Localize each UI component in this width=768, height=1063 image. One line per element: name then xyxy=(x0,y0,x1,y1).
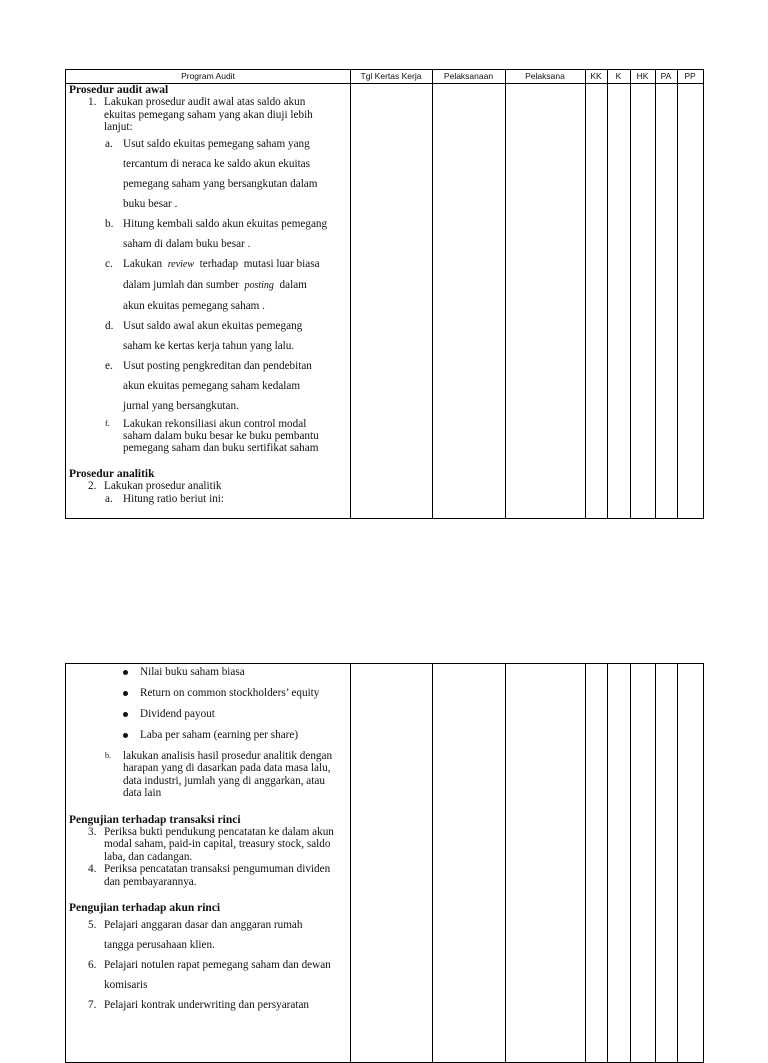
section-title: Pengujian terhadap akun rinci xyxy=(69,902,221,915)
column-divider xyxy=(350,70,351,518)
bullet-icon xyxy=(123,733,128,738)
header-pelaksanaan: Pelaksanaan xyxy=(443,71,494,81)
header-kk: KK xyxy=(590,71,602,81)
sub-item-e: e. Usut posting pengkreditan dan pendebitan akun ekuitas pemegang saham kedalam jurnal yang bersangkutan. xyxy=(105,359,312,412)
bullet-item: Return on common stockholders’ equity xyxy=(66,683,350,704)
program-audit-content-2 xyxy=(66,662,350,1015)
column-divider xyxy=(630,664,631,1062)
header-hk: HK xyxy=(636,71,649,81)
column-divider xyxy=(607,70,608,518)
audit-program-table-1 xyxy=(65,69,704,519)
bullet-icon xyxy=(123,712,128,717)
sub-item-c: c. Lakukan review terhadap mutasi luar biasa dalam jumlah dan sumber posting dalam akun ekuitas pemegang saham . xyxy=(66,254,350,316)
bullet-item: Laba per saham (earning per share) xyxy=(66,725,350,746)
header-k: K xyxy=(615,71,622,81)
sub-item-b: b. Hitung kembali saldo akun ekuitas pemegang saham di dalam buku besar . xyxy=(105,217,328,250)
audit-program-table-2 xyxy=(65,663,704,1063)
bullet-item: Nilai buku saham biasa xyxy=(66,662,350,683)
sub-item-f: f. Lakukan rekonsiliasi akun control modal saham dalam buku besar ke buku pembantu pemegang saham dan buku sertifikat saham xyxy=(105,417,319,455)
sub-item-a: a. Usut saldo ekuitas pemegang saham yang tercantum di neraca ke saldo akun ekuitas pemegang saham yang bersangkutan dalam buku besar . xyxy=(105,137,318,210)
list-item: 1. Lakukan prosedur audit awal atas saldo akun ekuitas pemegang saham yang akan diuji lebih lanjut: xyxy=(88,96,313,134)
section-title: Prosedur audit awal xyxy=(69,84,169,96)
column-divider xyxy=(630,70,631,518)
bullet-icon xyxy=(123,670,128,675)
column-divider xyxy=(585,70,586,518)
column-divider xyxy=(432,70,433,518)
column-divider xyxy=(607,664,608,1062)
sub-item-d: d. Usut saldo awal akun ekuitas pemegang saham ke kertas kerja tahun yang lalu. xyxy=(105,319,303,352)
column-divider xyxy=(655,664,656,1062)
list-item: 7. Pelajari kontrak underwriting dan persyaratan xyxy=(88,999,310,1012)
column-divider xyxy=(505,664,506,1062)
italic-line: dalam jumlah dan sumber posting dalam xyxy=(123,278,307,291)
section-title: Pengujian terhadap transaksi rinci xyxy=(69,813,241,826)
list-item: 2. Lakukan prosedur analitik xyxy=(88,480,222,493)
list-item: 5. Pelajari anggaran dasar dan anggaran rumah tangga perusahaan klien. xyxy=(88,919,303,952)
section-title: Prosedur analitik xyxy=(69,467,155,480)
header-pa: PA xyxy=(660,71,672,81)
bullet-icon xyxy=(123,691,128,696)
list-item: 4. Periksa pencatatan transaksi pengumuman dividen dan pembayarannya. xyxy=(88,863,331,888)
sub-item-a: a. Hitung ratio beriut ini: xyxy=(105,492,224,505)
column-divider xyxy=(677,70,678,518)
column-divider xyxy=(655,70,656,518)
sub-item-b: b. lakukan analisis hasil prosedur analitik dengan harapan yang di dasarkan pada data masa lalu, data industri, jumlah yang di anggarkan, atau data lain xyxy=(105,750,333,800)
list-item: 3. Periksa bukti pendukung pencatatan ke dalam akun modal saham, paid-in capital, treasury stock, saldo laba, dan cadangan. xyxy=(88,826,334,863)
column-divider xyxy=(432,664,433,1062)
header-pelaksana: Pelaksana xyxy=(525,71,565,81)
italic-line: Lakukan review terhadap mutasi luar biasa xyxy=(123,257,320,270)
header-pp: PP xyxy=(684,71,696,81)
column-divider xyxy=(505,70,506,518)
header-program-audit: Program Audit xyxy=(181,71,235,81)
program-audit-content-1 xyxy=(66,84,350,505)
column-divider xyxy=(677,664,678,1062)
bullet-item: Dividend payout xyxy=(66,704,350,725)
column-divider xyxy=(585,664,586,1062)
column-divider xyxy=(350,664,351,1062)
list-item: 6. Pelajari notulen rapat pemegang saham dan dewan komisaris xyxy=(88,959,331,992)
header-tgl-kertas-kerja: Tgl Kertas Kerja xyxy=(360,71,422,81)
